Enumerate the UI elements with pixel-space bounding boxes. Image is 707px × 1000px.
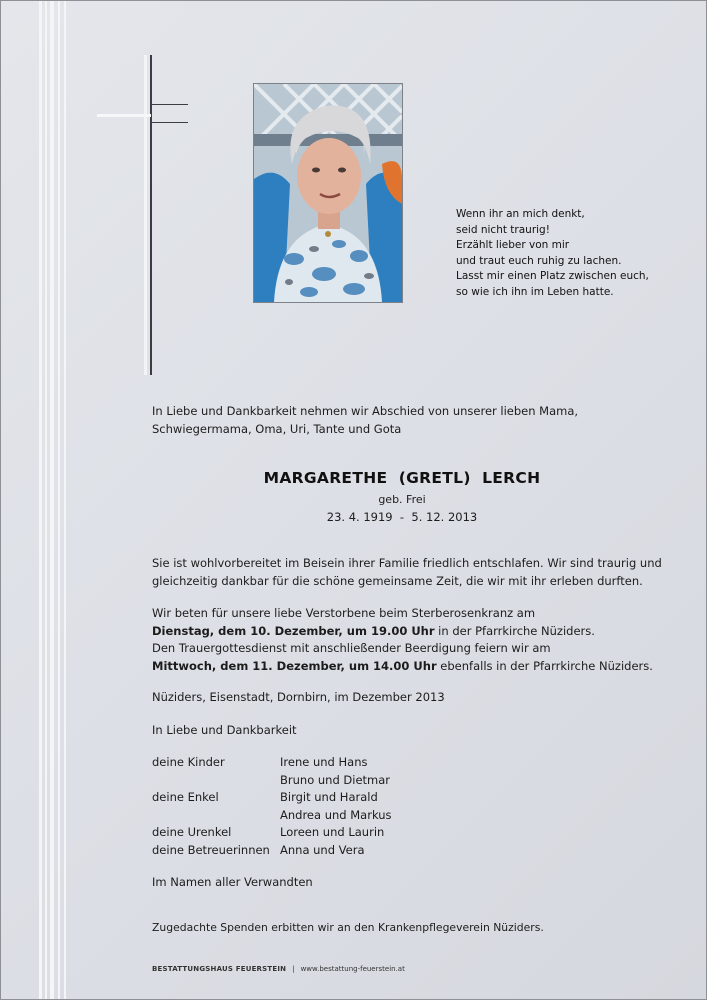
- funeral-place: ebenfalls in der Pfarrkirche Nüziders.: [436, 658, 653, 673]
- footer-separator: |: [292, 965, 295, 973]
- family-names: Bruno und Dietmar: [280, 772, 391, 787]
- donation-note: Zugedachte Spenden erbitten wir an den Krankenpflegeverein Nüziders.: [152, 921, 544, 934]
- deceased-name: MARGARETHE (GRETL) LERCH: [263, 469, 541, 487]
- poem-line: seid nicht traurig!: [456, 223, 550, 236]
- family-relation: [152, 772, 280, 790]
- funeral-home-website[interactable]: www.bestattung-feuerstein.at: [300, 965, 405, 973]
- family-list: [152, 754, 392, 860]
- birth-name: geb. Frei: [378, 493, 426, 506]
- intro-text: In Liebe und Dankbarkeit nehmen wir Abschied von unserer lieben Mama, Schwiegermama, Oma, Uri, Tante und Gota: [152, 404, 579, 436]
- family-names: Birgit und Harald: [280, 790, 378, 805]
- funeral-home-name: BESTATTUNGSHAUS FEUERSTEIN: [152, 965, 287, 973]
- life-dates: 23. 4. 1919 - 5. 12. 2013: [326, 510, 478, 524]
- services-paragraph: [152, 605, 672, 675]
- decorative-stripes: [39, 1, 67, 999]
- family-names: Irene und Hans: [280, 755, 368, 769]
- poem-line: und traut euch ruhig zu lachen.: [456, 254, 622, 267]
- poem-line: Lasst mir einen Platz zwischen euch,: [456, 270, 649, 282]
- place-date: Nüziders, Eisenstadt, Dornbirn, im Dezember 2013: [152, 690, 445, 704]
- funeral-line: [152, 658, 672, 676]
- family-relation: deine Enkel: [152, 790, 219, 805]
- family-names: Loreen und Laurin: [280, 825, 385, 840]
- passing-paragraph: Sie ist wohlvorbereitet im Beisein ihrer Familie friedlich entschlafen. Wir sind traurig und gleichzeitig dankbar für die schöne gemeinsame Zeit, die wir mit ihr erleben durften.: [152, 556, 662, 588]
- poem-line: Erzählt lieber von mir: [456, 239, 570, 251]
- closing-line: Im Namen aller Verwandten: [152, 875, 313, 889]
- rosary-place: in der Pfarrkirche Nüziders.: [434, 623, 595, 638]
- rosary-intro: Wir beten für unsere liebe Verstorbene beim Sterberosenkranz am: [152, 606, 536, 620]
- list-item: [152, 772, 392, 790]
- list-item: [152, 754, 392, 772]
- family-names: Anna und Vera: [280, 842, 365, 857]
- poem-line: Wenn ihr an mich denkt,: [456, 208, 585, 220]
- family-relation: deine Betreuerinnen: [152, 842, 270, 857]
- rosary-date: Dienstag, dem 10. Dezember, um 19.00 Uhr: [152, 623, 435, 638]
- family-names: Andrea und Markus: [280, 807, 392, 822]
- funeral-intro: Den Trauergottesdienst mit anschließender Beerdigung feiern wir am: [152, 641, 551, 656]
- portrait-photo: [253, 83, 403, 303]
- memorial-poem: [456, 207, 696, 300]
- family-relation: [152, 807, 280, 825]
- family-relation: deine Urenkel: [152, 825, 232, 840]
- list-item: [152, 789, 392, 807]
- rosary-line: [152, 623, 672, 641]
- poem-line: so wie ich ihn im Leben hatte.: [456, 285, 614, 298]
- list-item: [152, 807, 392, 825]
- list-item: [152, 824, 392, 842]
- love-line: In Liebe und Dankbarkeit: [152, 723, 297, 737]
- footer: [152, 965, 405, 973]
- funeral-date: Mittwoch, dem 11. Dezember, um 14.00 Uhr: [152, 658, 437, 673]
- list-item: [152, 842, 392, 860]
- family-relation: deine Kinder: [152, 755, 225, 769]
